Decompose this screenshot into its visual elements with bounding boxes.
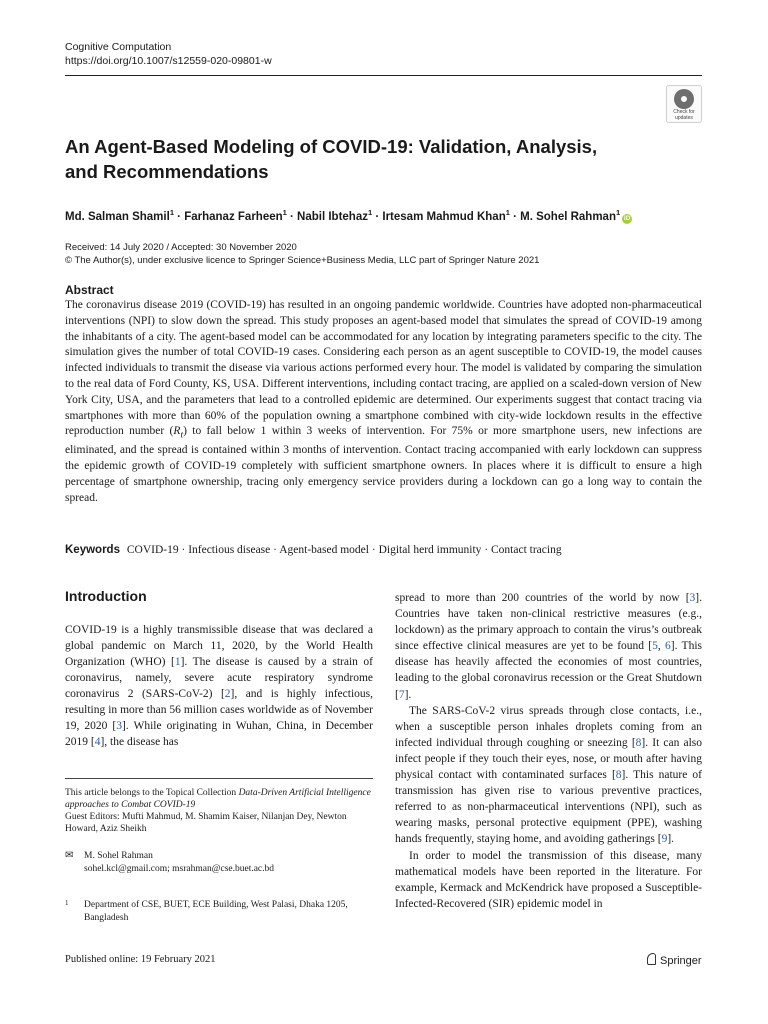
abstract-body bbox=[65, 298, 702, 507]
paper-title bbox=[65, 134, 665, 184]
author-list bbox=[65, 205, 705, 225]
author-affiliation-mark: 1 bbox=[169, 208, 174, 217]
author-affiliation-mark: 1 bbox=[505, 208, 510, 217]
keyword: Digital herd immunity bbox=[378, 544, 482, 556]
copyright-notice: © The Author(s), under exclusive licence to Springer Science+Business Media, LLC part of Springer Nature 2021 bbox=[65, 255, 540, 266]
paragraph: In order to model the transmission of this disease, many mathematical models have been reported in the literature. For example, Kermack and McKendrick have proposed a Susceptible-Infected-Recovered (SIR) epidemic model in bbox=[395, 849, 702, 910]
affiliation-text: Department of CSE, BUET, ECE Building, West Palasi, Dhaka 1205, Bangladesh bbox=[84, 900, 348, 923]
citation-link[interactable]: 1 bbox=[174, 656, 181, 668]
abstract-heading: Abstract bbox=[65, 283, 114, 297]
keyword: Infectious disease bbox=[188, 544, 271, 556]
contact-name: M. Sohel Rahman bbox=[84, 851, 153, 861]
keyword-separator: · bbox=[270, 544, 280, 556]
author-name[interactable]: M. Sohel Rahman bbox=[520, 210, 616, 223]
keyword-separator: · bbox=[178, 544, 189, 556]
right-column bbox=[395, 590, 702, 912]
author-name[interactable]: Farhanaz Farheen bbox=[184, 210, 283, 223]
check-updates-icon bbox=[674, 89, 694, 109]
contact-emails[interactable]: sohel.kcl@gmail.com; msrahman@cse.buet.ac.bd bbox=[84, 863, 275, 874]
citation-link[interactable]: 9 bbox=[661, 833, 668, 846]
keywords-list bbox=[127, 544, 562, 556]
journal-name: Cognitive Computation bbox=[65, 41, 172, 53]
abstract-text-2: ) to fall below 1 within 3 weeks of intervention. For 75% or more smartphone users, new infections are eliminated, and the spread is contained within 3 months of intervention. Contact tracing accompanied with early lockdown can suppress the epidemic growth of COVID-19 completely with sufficient smartphone owners. In places where it is difficult to ensure a high percentage of smartphone ownership, tracing only emergency service providers during a lockdown can go a long way to contain the spread. bbox=[65, 425, 703, 504]
orcid-icon[interactable]: iD bbox=[623, 214, 631, 222]
abstract-text-1: The coronavirus disease 2019 (COVID-19) has resulted in an ongoing pandemic worldwide. Countries have adopted non-pharmaceutical interventions (NPI) to slow down the spread. This study proposes an agent-based model that simulates the spread of COVID-19 among the inhabitants of a city. The agent-based model can be accommodated for any location by integrating parameters specific to the city. The simulation gives the number of total COVID-19 cases. Considering each person as an agent susceptible to COVID-19, the model causes infected individuals to transmit the disease via various actions performed every hour. The model is validated by comparing the simulation to the real data of Ford County, KS, USA. Different interventions, including contact tracing, are applied on a scaled-down version of New York City, USA, and the parameters that lead to a controlled epidemic are determined. Our experiments suggest that contact tracing via smartphones with more than 60% of the population owning a smartphone combined with city-wide lockdown results in the effective reproduction number ( bbox=[65, 299, 702, 438]
author-separator: · bbox=[509, 210, 521, 223]
paragraph: spread to more than 200 countries of the world by now [3]. Countries have taken non-clinical restrictive measures (e.g., lockdown) as the primary approach to contain the virus’s outbreak since effective clinical measures are yet to be found [5, 6]. This disease has heavily affected the economies of most countries, leading to the global coronavirus recession or the Great Shutdown [7]. bbox=[395, 592, 702, 701]
check-badge-label-1: Check for bbox=[673, 109, 695, 115]
header-rule bbox=[65, 75, 702, 76]
article-dates bbox=[65, 241, 539, 267]
citation-link[interactable]: 3 bbox=[116, 720, 122, 732]
introduction-heading: Introduction bbox=[65, 588, 147, 604]
topical-collection-title: Data-Driven Artificial Intelligence approaches to Combat COVID-19 bbox=[65, 788, 371, 810]
springer-horse-icon bbox=[647, 953, 656, 965]
check-for-updates-badge[interactable] bbox=[666, 85, 702, 123]
keyword-separator: · bbox=[368, 544, 379, 556]
keyword: COVID-19 bbox=[126, 544, 179, 556]
affiliation-number: 1 bbox=[65, 899, 69, 907]
received-accepted: Received: 14 July 2020 / Accepted: 30 November 2020 bbox=[65, 242, 297, 253]
author-separator: · bbox=[173, 210, 185, 223]
paragraph: The SARS-CoV-2 virus spreads through close contacts, i.e., when a susceptible person inhales droplets coming from an infected individual through coughing or sneezing [8]. It can also infect people if they touch their eyes, nose, or mouth after having physical contact with contaminated surfaces [8]. This nature of transmission has given rise to various preventive practices, referred to as non-pharmaceutical interventions (NPI), such as wearing masks, personal protective equipment (PPE), washing hands frequently, staying home, and avoiding gatherings [9]. bbox=[395, 704, 702, 846]
guest-editors: Guest Editors: Mufti Mahmud, M. Shamim Kaiser, Nilanjan Dey, Newton Howard, Aziz Sheikh bbox=[65, 812, 347, 834]
citation-link[interactable]: 5 bbox=[652, 640, 658, 653]
journal-header bbox=[65, 40, 272, 68]
corresponding-author bbox=[65, 850, 373, 875]
keyword-separator: · bbox=[481, 544, 492, 556]
citation-link[interactable]: 3 bbox=[689, 592, 696, 604]
citation-link[interactable]: 8 bbox=[615, 769, 622, 782]
keyword: Contact tracing bbox=[491, 544, 562, 556]
left-column bbox=[65, 622, 373, 750]
author-affiliation-mark: 1 bbox=[367, 208, 373, 217]
author-separator: · bbox=[372, 210, 383, 223]
author-separator: · bbox=[286, 210, 298, 223]
published-online: Published online: 19 February 2021 bbox=[65, 954, 216, 965]
citation-link[interactable]: 6 bbox=[665, 640, 671, 653]
author-affiliation-mark: 1 bbox=[615, 208, 621, 217]
title-line-2: and Recommendations bbox=[65, 161, 269, 182]
paragraph: COVID-19 is a highly transmissible disease that was declared a global pandemic on March 11, 2020, by the World Health Organization (WHO) [1]. The disease is caused by a strain of coronavirus, namely, severe acute respiratory syndrome coronavirus 2 (SARS-CoV-2) [2], and is highly infectious, resulting in more than 56 million cases worldwide as of November 19, 2020 [3]. While originating in Wuhan, China, in December 2019 [4], the disease has bbox=[65, 624, 374, 748]
check-badge-label-2: updates bbox=[675, 114, 693, 121]
rt-symbol: R bbox=[173, 425, 181, 438]
publisher-name: Springer bbox=[660, 955, 702, 967]
keywords-line bbox=[65, 543, 705, 558]
citation-link[interactable]: 7 bbox=[398, 688, 405, 701]
topical-prefix: This article belongs to the Topical Collection bbox=[65, 788, 239, 798]
author-name[interactable]: Nabil Ibtehaz bbox=[297, 210, 368, 223]
title-line-1: An Agent-Based Modeling of COVID-19: Validation, Analysis, bbox=[65, 136, 598, 157]
citation-link[interactable]: 4 bbox=[94, 736, 101, 748]
citation-link[interactable]: 8 bbox=[635, 736, 642, 749]
author-name[interactable]: Md. Salman Shamil bbox=[65, 210, 170, 223]
author-name[interactable]: Irtesam Mahmud Khan bbox=[382, 210, 506, 223]
topical-collection-note bbox=[65, 787, 373, 835]
affiliation bbox=[65, 899, 373, 924]
envelope-icon: ✉ bbox=[65, 850, 74, 861]
publisher-logo bbox=[647, 953, 702, 967]
keywords-heading: Keywords bbox=[65, 544, 120, 556]
citation-link[interactable]: 2 bbox=[224, 688, 231, 700]
rt-subscript: t bbox=[180, 429, 184, 441]
keyword: Agent-based model bbox=[279, 544, 369, 556]
author-affiliation-mark: 1 bbox=[282, 208, 287, 217]
footnote-rule bbox=[65, 778, 373, 779]
doi-link[interactable]: https://doi.org/10.1007/s12559-020-09801-w bbox=[65, 55, 272, 67]
